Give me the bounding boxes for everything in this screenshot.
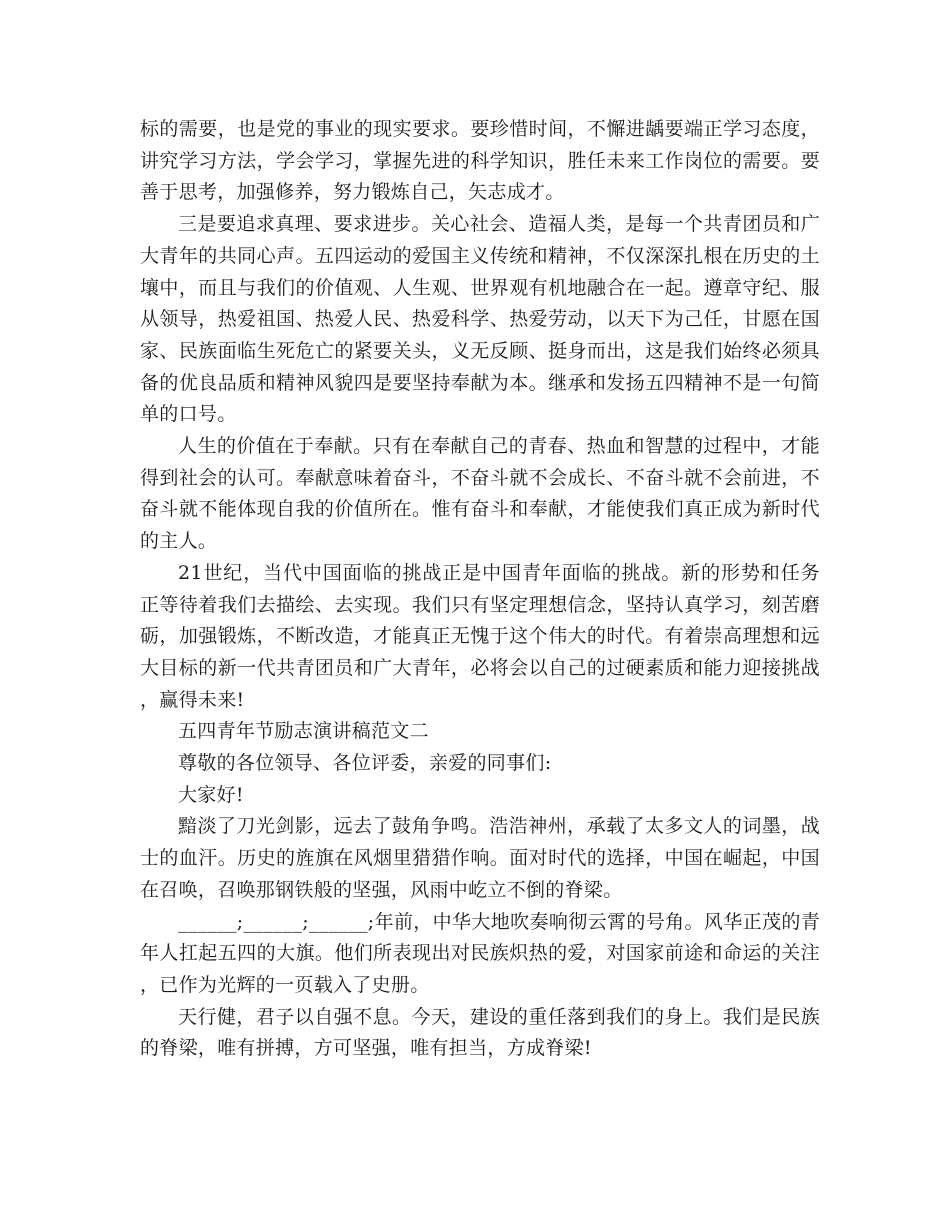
paragraph-6: ______;______;______;年前，中华大地吹奏响彻云霄的号角。风华正茂的青年人扛起五四的大旗。他们所表现出对民族炽热的爱，对国家前途和命运的关注，已作为光辉的一页载入了史册。 bbox=[140, 910, 820, 996]
greeting: 大家好! bbox=[178, 783, 244, 806]
document-body bbox=[140, 114, 820, 1065]
paragraph-5: 黯淡了刀光剑影，远去了鼓角争鸣。浩浩神州，承载了太多文人的词墨，战士的血汗。历史的旌旗在风烟里猎猎作响。面对时代的选择，中国在崛起，中国在召唤，召唤那钢铁般的坚强，风雨中屹立不倒的脊梁。 bbox=[140, 815, 820, 901]
paragraph-7: 天行健，君子以自强不息。今天，建设的重任落到我们的身上。我们是民族的脊梁，唯有拼搏，方可坚强，唯有担当，方成脊梁! bbox=[140, 1005, 820, 1060]
section-heading: 五四青年节励志演讲稿范文二 bbox=[178, 720, 429, 743]
paragraph-3: 人生的价值在于奉献。只有在奉献自己的青春、热血和智慧的过程中，才能得到社会的认可。奉献意味着奋斗，不奋斗就不会成长、不奋斗就不会前进，不奋斗就不能体现自我的价值所在。惟有奋斗和奉献，才能使我们真正成为新时代的主人。 bbox=[140, 435, 820, 553]
paragraph-2: 三是要追求真理、要求进步。关心社会、造福人类，是每一个共青团员和广大青年的共同心声。五四运动的爱国主义传统和精神，不仅深深扎根在历史的土壤中，而且与我们的价值观、人生观、世界观有机地融合在一起。遵章守纪、服从领导，热爱祖国、热爱人民、热爱科学、热爱劳动，以天下为己任，甘愿在国家、民族面临生死危亡的紧要关头，义无反顾、挺身而出，这是我们始终必须具备的优良品质和精神风貌四是要坚持奉献为本。继承和发扬五四精神不是一句简单的口号。 bbox=[140, 213, 820, 426]
paragraph-4: 21世纪，当代中国面临的挑战正是中国青年面临的挑战。新的形势和任务正等待着我们去描绘、去实现。我们只有坚定理想信念，坚持认真学习，刻苦磨砺，加强锻炼，不断改造，才能真正无愧于这个伟大的时代。有着崇高理想和远大目标的新一代共青团员和广大青年，必将会以自己的过硬素质和能力迎接挑战，赢得未来! bbox=[140, 561, 820, 711]
salutation: 尊敬的各位领导、各位评委，亲爱的同事们: bbox=[178, 752, 552, 775]
paragraph-1: 标的需要，也是党的事业的现实要求。要珍惜时间，不懈进龋要端正学习态度，讲究学习方法，学会学习，掌握先进的科学知识，胜任未来工作岗位的需要。要善于思考，加强修养，努力锻炼自己，矢志成才。 bbox=[140, 118, 820, 204]
